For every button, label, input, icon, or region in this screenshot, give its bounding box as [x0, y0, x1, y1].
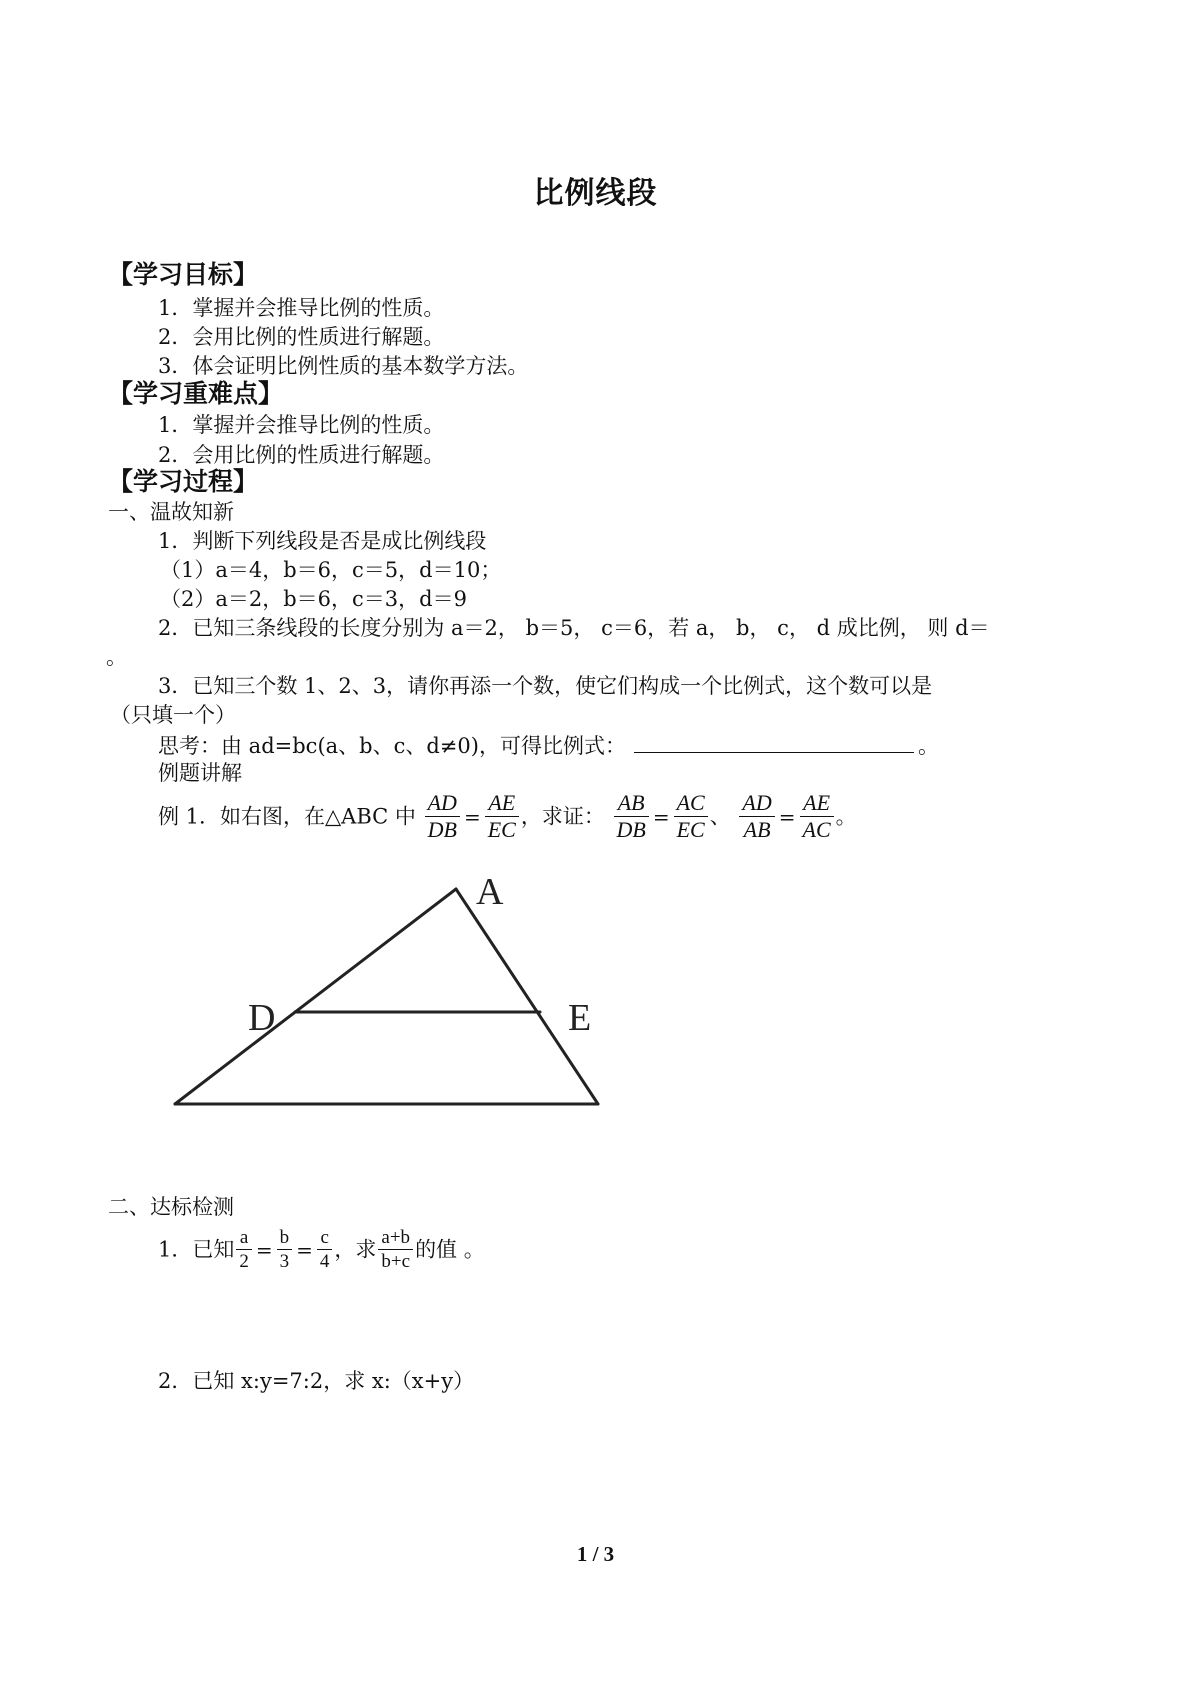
triangle-figure [170, 868, 610, 1118]
fraction-b-3: $\frac{b}{3}$ [277, 1226, 293, 1273]
example-1-separator: 、 [709, 804, 731, 829]
review-question-3-tail: （只填一个） [110, 703, 236, 727]
equals-sign: = [255, 1237, 273, 1262]
fraction-ac-ec: $\frac{AC}{EC}$ [674, 790, 708, 843]
review-question-2: 2．已知三条线段的长度分别为 a＝2， b＝5， c＝6，若 a， b， c， d 成比例， 则 d＝ [158, 616, 990, 640]
key-point-item: 1．掌握并会推导比例的性质。 [158, 413, 445, 437]
test-question-1-mid: ，求 [334, 1237, 377, 1262]
equals-sign: = [463, 804, 481, 829]
fraction-ad-ab: $\frac{AD}{AB}$ [739, 790, 774, 843]
example-heading: 例题讲解 [158, 761, 242, 785]
review-heading: 一、温故知新 [108, 500, 234, 524]
fraction-ad-db: $\frac{AD}{DB}$ [425, 790, 460, 843]
fraction-ab-db: $\frac{AB}{DB}$ [614, 790, 649, 843]
side-ab [175, 889, 456, 1104]
page-title: 比例线段 [533, 176, 658, 211]
think-end: 。 [917, 734, 939, 758]
page-number: 1 / 3 [576, 1542, 615, 1566]
process-heading: 【学习过程】 [108, 467, 259, 496]
goal-item: 1．掌握并会推导比例的性质。 [158, 296, 445, 320]
example-1-prefix: 例 1．如右图，在△ABC 中 [158, 804, 416, 829]
fraction-ae-ac: $\frac{AE}{AC}$ [800, 790, 834, 843]
fraction-ab-bc: $\frac{a+b}{b+c}$ [378, 1226, 413, 1273]
fraction-ae-ec: $\frac{AE}{EC}$ [485, 790, 519, 843]
answer-blank[interactable] [634, 730, 914, 753]
example-1 [158, 790, 857, 843]
review-question-1: 1．判断下列线段是否是成比例线段 [158, 529, 487, 553]
test-question-1-prefix: 1．已知 [158, 1237, 235, 1262]
test-question-2: 2．已知 x:y=7:2，求 x:（x+y） [158, 1369, 475, 1393]
test-question-1-end: 的值 。 [415, 1237, 485, 1262]
test-question-1 [158, 1226, 485, 1273]
test-heading: 二、达标检测 [108, 1195, 234, 1219]
fraction-c-4: $\frac{c}{4}$ [317, 1226, 333, 1273]
goal-item: 2．会用比例的性质进行解题。 [158, 325, 445, 349]
fraction-a-2: $\frac{a}{2}$ [236, 1226, 252, 1273]
think-text: 思考：由 ad=bc(a、b、c、d≠0)，可得比例式： [158, 734, 626, 758]
label-e: E [568, 997, 592, 1039]
think-line [158, 730, 939, 761]
goal-item: 3．体会证明比例性质的基本数学方法。 [158, 354, 529, 378]
example-1-mid: ，求证： [520, 804, 605, 829]
review-question-3: 3．已知三个数 1、2、3，请你再添一个数，使它们构成一个比例式，这个数可以是 [158, 674, 933, 698]
key-points-heading: 【学习重难点】 [108, 379, 284, 408]
label-a: A [476, 871, 504, 913]
review-question-1a: （1）a＝4，b＝6，c＝5，d＝10； [160, 558, 502, 582]
review-question-2-tail: 。 [106, 645, 127, 669]
label-d: D [248, 997, 276, 1039]
triangle-lines [175, 889, 598, 1104]
example-1-end: 。 [835, 804, 857, 829]
equals-sign: = [652, 804, 670, 829]
review-question-1b: （2）a＝2，b＝6，c＝3，d＝9 [160, 587, 467, 611]
goals-heading: 【学习目标】 [108, 260, 259, 289]
equals-sign: = [778, 804, 796, 829]
equals-sign: = [296, 1237, 313, 1262]
key-point-item: 2．会用比例的性质进行解题。 [158, 443, 445, 467]
